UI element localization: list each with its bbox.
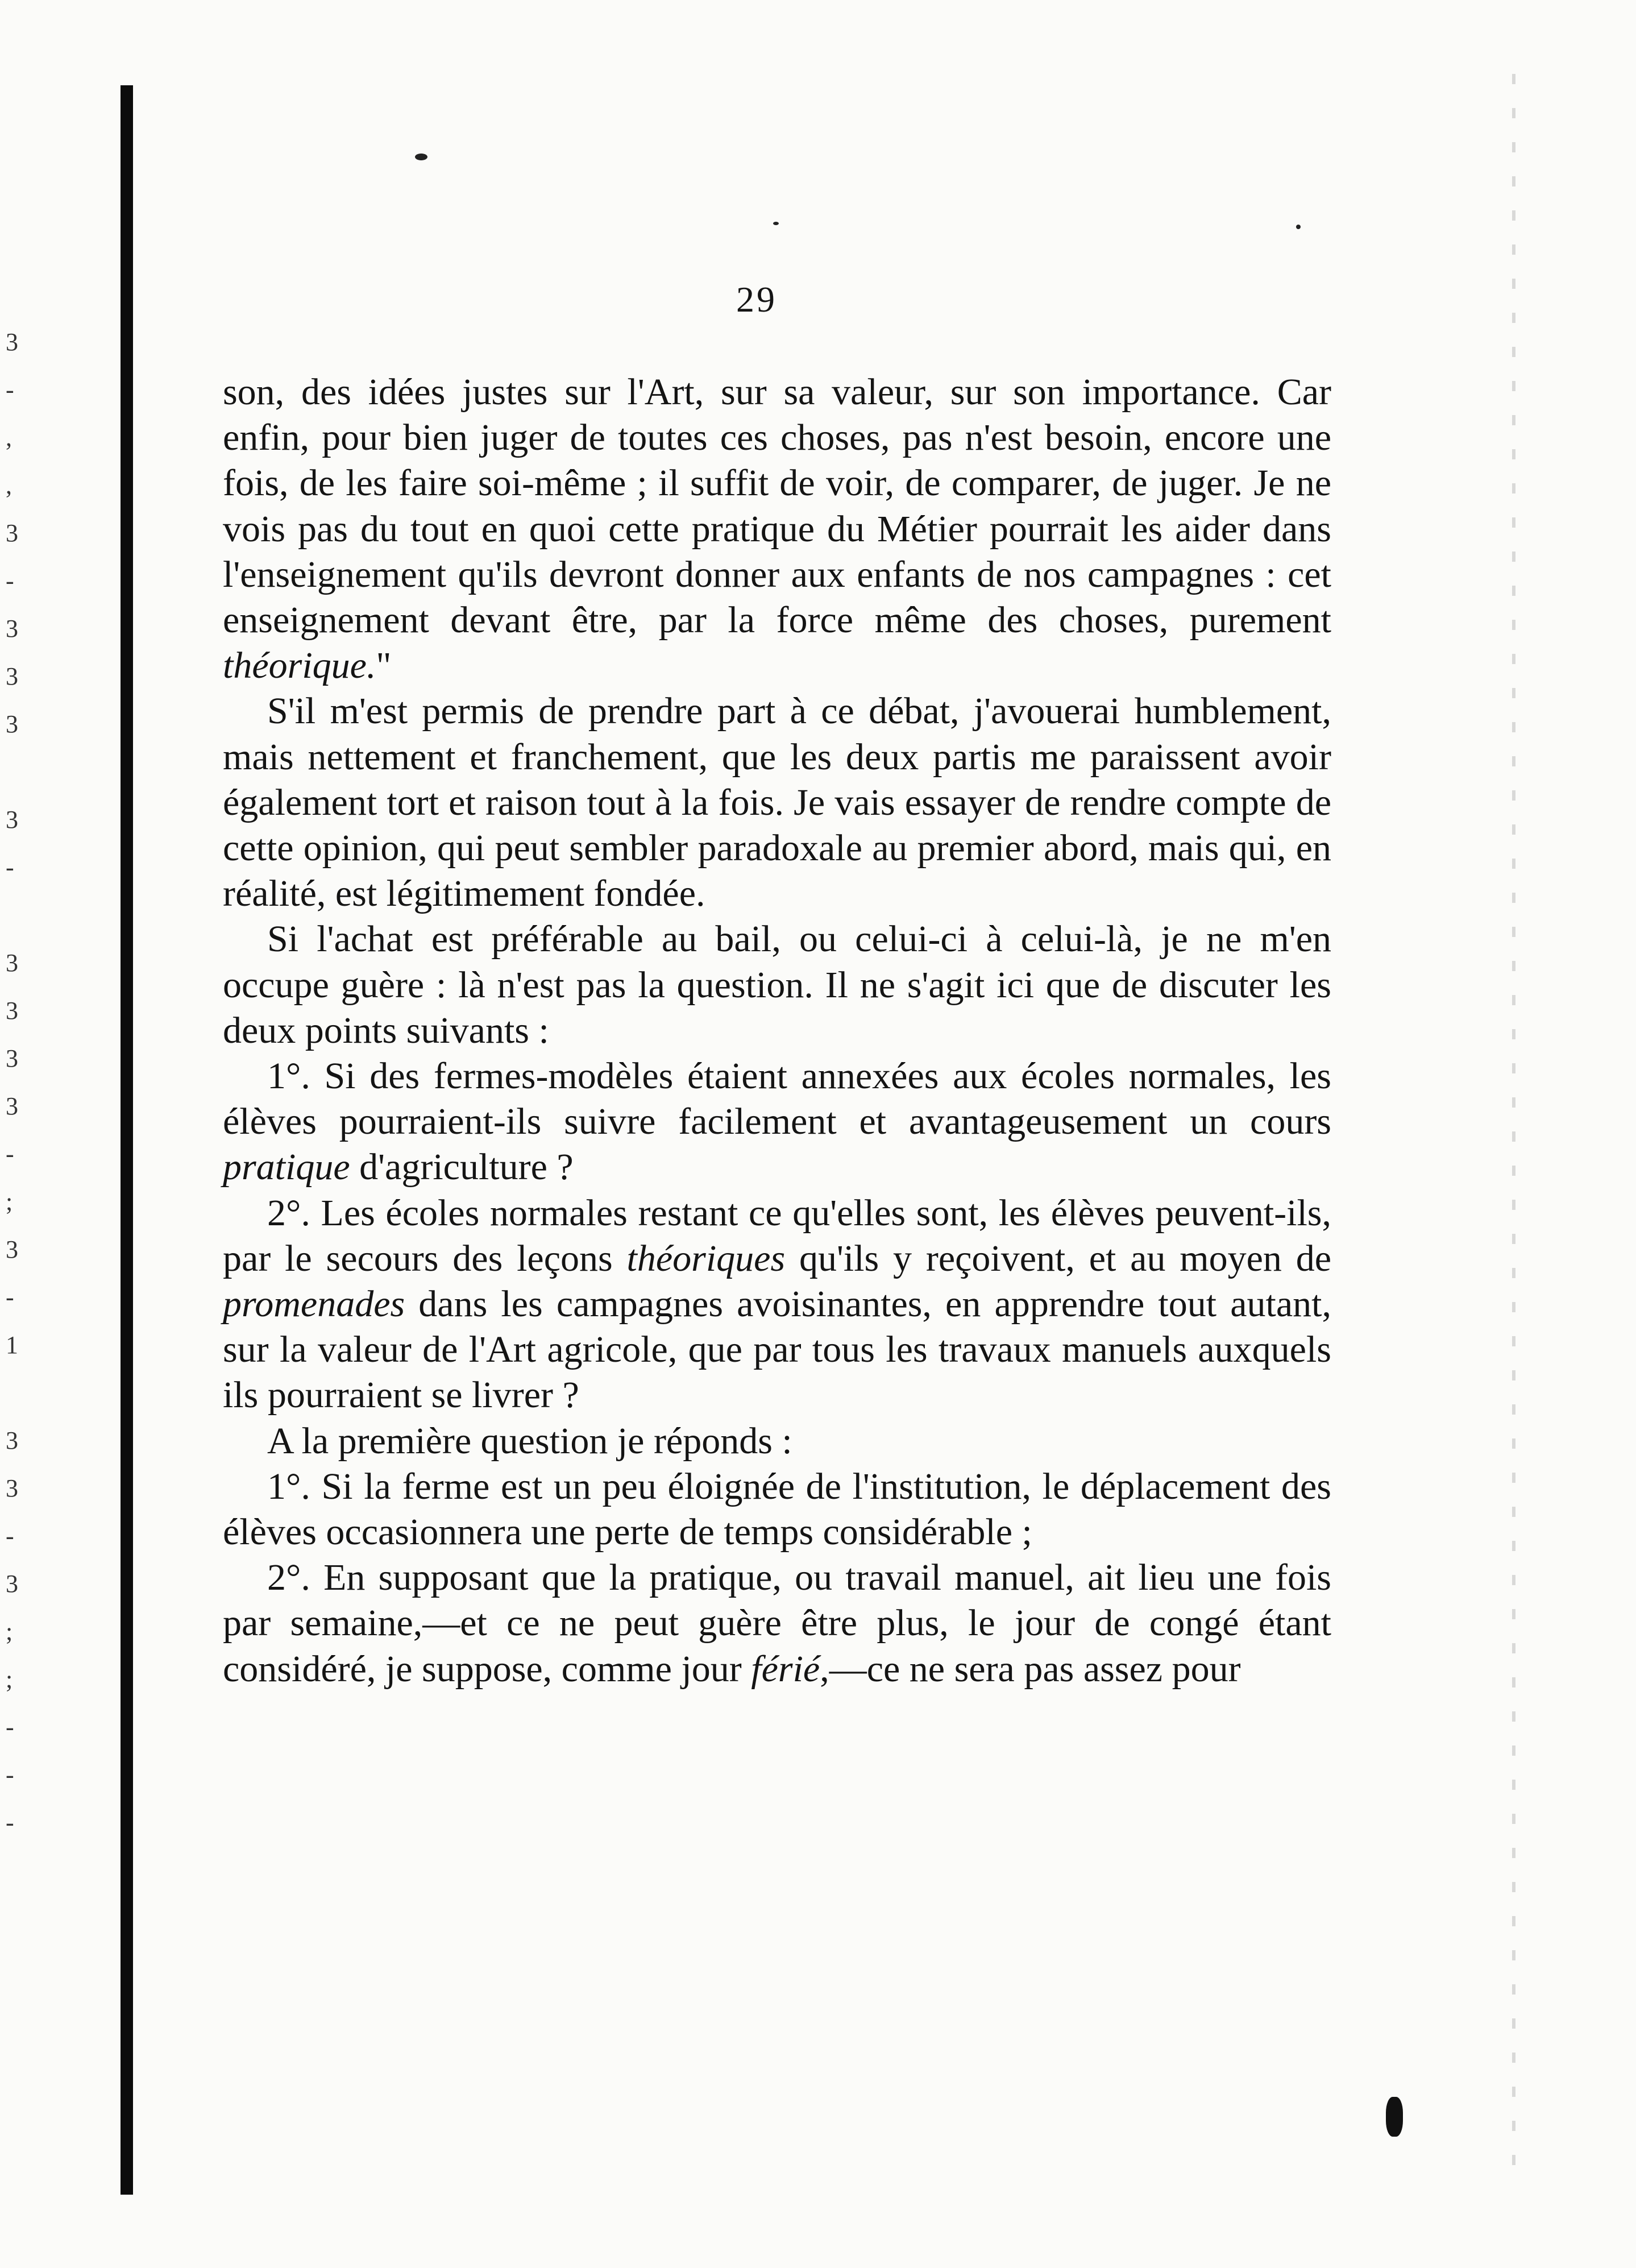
italic-run: pratique <box>223 1146 350 1188</box>
ink-speck <box>1296 225 1301 229</box>
italic-run: théoriques <box>626 1237 786 1279</box>
numbered-paragraph <box>223 1191 1331 1419</box>
text-run: ,—ce ne sera pas assez pour <box>820 1648 1241 1690</box>
paragraph: A la première question je réponds : <box>267 1420 792 1462</box>
margin-marks: 3 - , , 3 - 3 3 3 3 - 3 3 3 3 - ; 3 - 1 3 3 - 3 ; ; - - - <box>6 328 18 1836</box>
text-run: 2°. En supposant que la pratique, ou travail manuel, ait lieu une fois par semaine,—et ce ne peut guère être plus, le jour de congé étant considéré, je suppose, comme jour <box>223 1557 1331 1690</box>
italic-run: férié <box>751 1648 820 1690</box>
ink-speck <box>415 154 427 160</box>
text-run: 2°. Les écoles normales restant ce qu'elles sont, les élèves peuvent-ils, par le secours des leçons <box>223 1192 1331 1279</box>
text-run: dans les campagnes avoisinantes, en apprendre tout autant, sur la valeur de l'Art agricole, que par tous les travaux manuels auxquels ils pourraient se livrer ? <box>223 1283 1331 1416</box>
ink-speck <box>773 222 779 225</box>
page-number: 29 <box>736 279 777 320</box>
numbered-paragraph <box>223 1054 1331 1191</box>
text-run: " <box>376 645 392 687</box>
italic-run: promenades <box>223 1283 405 1325</box>
ink-blot <box>1386 2097 1403 2137</box>
numbered-paragraph <box>223 1555 1331 1692</box>
text-run: 1°. Si des fermes-modèles étaient annexées aux écoles normales, les élèves pourraient-ils suivre facilement et avantageusement un cours <box>223 1055 1331 1143</box>
text-run: son, des idées justes sur l'Art, sur sa valeur, sur son importance. Car enfin, pour bien juger de toutes ces choses, pas n'est besoin, encore une fois, de les faire soi-même ; il suffit de voir, de comparer, de juger. Je ne vois pas du tout en quoi cette pratique du Métier pourrait les aider dans l'enseignement qu'ils devront donner aux enfants de nos campagnes : cet enseignement devant être, par la force même des choses, purement <box>223 371 1331 641</box>
body-text <box>223 370 1331 1692</box>
binding-shadow <box>121 85 133 2195</box>
numbered-paragraph: 1°. Si la ferme est un peu éloignée de l'institution, le déplacement des élèves occasionnera une perte de temps considérable ; <box>223 1465 1331 1553</box>
page-edge-noise <box>1512 74 1515 2178</box>
text-run: qu'ils y reçoivent, et au moyen de <box>785 1237 1331 1279</box>
paragraph: S'il m'est permis de prendre part à ce débat, j'avouerai humblement, mais nettement et franchement, que les deux partis me paraissent avoir également tort et raison tout à la fois. Je vais essayer de rendre compte de cette opinion, qui peut sembler paradoxale au premier abord, mais qui, en réalité, est légitimement fondée. <box>223 690 1331 915</box>
text-run: d'agriculture ? <box>350 1146 574 1188</box>
paragraph <box>223 370 1331 689</box>
paragraph: Si l'achat est préférable au bail, ou celui-ci à celui-là, je ne m'en occupe guère : là n'est pas la question. Il ne s'agit ici que de discuter les deux points suivants : <box>223 918 1331 1051</box>
italic-run: théorique. <box>223 645 376 687</box>
